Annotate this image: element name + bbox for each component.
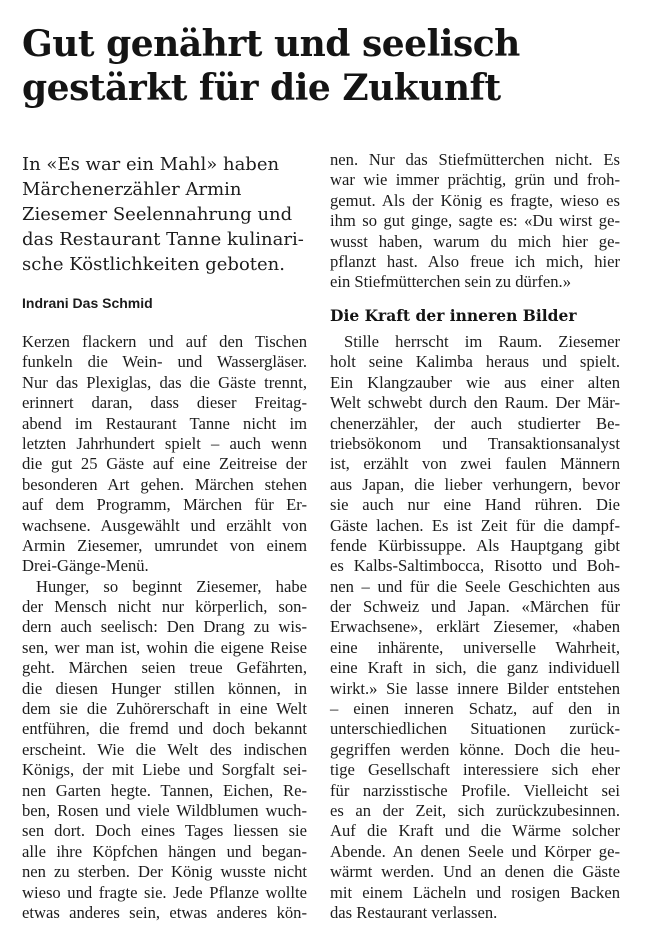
lead-line: Märchenerzähler Armin — [22, 179, 242, 200]
text-line: ben, Rosen und viele Wildblumen wuch- — [22, 800, 307, 820]
text-line: gegriffen werden könne. Doch die heu- — [330, 739, 620, 759]
text-line: mit einem Lächeln und rosigen Backen — [330, 882, 620, 902]
text-line: Abende. An denen Seele und Körper ge- — [330, 841, 620, 861]
text-line: Drei-Gänge-Menü. — [22, 556, 149, 576]
text-line: Hunger, so beginnt Ziesemer, habe — [36, 576, 307, 596]
text-line: der Mensch nicht nur körperlich, son- — [22, 597, 307, 617]
text-line: nen zu sterben. Der König wusste nicht — [22, 862, 307, 882]
text-line: ist, erzählt von zwei faulen Männern — [330, 454, 620, 474]
text-line: das Restaurant verlassen. — [330, 902, 498, 922]
text-line: Gäste lachen. Es ist Zeit für die dampf- — [330, 515, 620, 535]
text-line: wusst haben, warum du mich hier ge- — [330, 231, 620, 251]
text-line: sen, wer man ist, wohin die eigene Reise — [22, 637, 307, 657]
text-line: nen – und für die Seele Geschichten aus — [330, 576, 620, 596]
text-line: geht. Märchen seien treue Gefährten, — [22, 658, 307, 678]
text-line: Armin Ziesemer, umrundet von einem — [22, 535, 307, 555]
text-line: – einen inneren Schatz, auf den in — [330, 699, 620, 719]
text-line: es an der Zeit, sich zurückzubesinnen. — [330, 800, 620, 820]
lead-line: Ziesemer Seelennahrung und — [22, 204, 293, 225]
text-line: ein Stiefmütterchen sein zu dürfen.» — [330, 272, 571, 292]
lead-line: das Restaurant Tanne kulinari- — [22, 229, 304, 250]
text-line: Auf die Kraft und die Wärme solcher — [330, 821, 620, 841]
lead-line: sche Köstlichkeiten geboten. — [22, 254, 285, 275]
section-subhead: Die Kraft der inneren Bilder — [330, 306, 577, 325]
text-line: Erwachsene», erklärt Ziesemer, «haben — [330, 617, 620, 637]
text-line: wärmt werden. Und an denen die Gäste — [330, 862, 620, 882]
text-line: Ein Klangzauber wie aus einer alten — [330, 372, 620, 392]
text-line: fende Kürbissuppe. Als Hauptgang gibt — [330, 535, 620, 555]
text-line: erscheint. Wie die Welt des indischen — [22, 739, 307, 759]
text-line: Kerzen flackern und auf den Tischen — [22, 332, 307, 351]
text-line: wachsene. Ausgewählt und erzählt von — [22, 515, 307, 535]
text-line: Königs, der mit Liebe und Sorgfalt sei- — [22, 760, 307, 780]
text-line: es Kalbs-Saltimbocca, Risotto und Boh- — [330, 556, 620, 576]
text-line: funkeln die Wein- und Wassergläser. — [22, 352, 307, 372]
text-line: etwas anderes sein, etwas anderes kön- — [22, 902, 307, 922]
text-line: wirkt.» Sie lasse innere Bilder entstehen — [330, 678, 620, 698]
text-line: besonderen Art gehen. Märchen stehen — [22, 474, 307, 494]
text-line: nen Garten hegte. Tannen, Eichen, Re- — [22, 780, 307, 800]
text-line: alle ihre Köpfchen hängen und began- — [22, 841, 307, 861]
text-line: aus Japan, die lieber verhungern, bevor — [330, 474, 620, 494]
headline-line: Gut genährt und seelisch — [22, 23, 520, 65]
text-line: Stille herrscht im Raum. Ziesemer — [344, 332, 620, 351]
text-line: die diesen Hunger stillen können, in — [22, 678, 307, 698]
article-headline — [22, 22, 622, 110]
text-line: Welt schwebt durch den Raum. Der Mär- — [330, 393, 620, 413]
text-line: der Schweiz und Japan. «Märchen für — [330, 597, 620, 617]
body-column-right-top — [330, 150, 620, 293]
text-line: holt seine Kalimba heraus und spielt. — [330, 352, 620, 372]
text-line: tige Gesellschaft interessiere sich eher — [330, 760, 620, 780]
text-line: erinnert daran, dass dieser Freitag- — [22, 393, 307, 413]
text-line: eine inhärente, universelle Wahrheit, — [330, 637, 620, 657]
text-line: abend im Restaurant Tanne nicht im — [22, 413, 307, 433]
text-line: ihm so gut ginge, sagte es: «Du wirst ge- — [330, 211, 620, 231]
body-column-right — [330, 332, 620, 923]
text-line: letzten Jahrhundert spielt – auch wenn — [22, 433, 307, 453]
text-line: Nur das Plexiglas, das die Gäste trennt, — [22, 372, 307, 392]
lead-line: In «Es war ein Mahl» haben — [22, 154, 280, 175]
text-line: wieso und fragte sie. Jede Pflanze wollte — [22, 882, 307, 902]
author-byline: Indrani Das Schmid — [22, 295, 153, 311]
text-line: sie auch nur eine Hand rühren. Die — [330, 495, 620, 515]
text-line: gemut. Als der König es fragte, wieso es — [330, 190, 620, 210]
text-line: pflanzt hast. Also freue ich mich, hier — [330, 251, 620, 271]
text-line: auf dem Programm, Märchen für Er- — [22, 495, 307, 515]
text-line: für narzisstische Profile. Vielleicht sei — [330, 780, 620, 800]
text-line: war wie immer prächtig, grün und froh- — [330, 170, 620, 190]
text-line: nen. Nur das Stiefmütterchen nicht. Es — [330, 150, 620, 169]
text-line: unterschiedlichen Situationen zurück- — [330, 719, 620, 739]
text-line: sen dort. Doch eines Tages liessen sie — [22, 821, 307, 841]
text-line: triebsökonom und Transaktionsanalyst — [330, 433, 620, 453]
text-line: dern auch seelisch: Den Drang zu wis- — [22, 617, 307, 637]
text-line: chenerzähler, der auch studierter Be- — [330, 413, 620, 433]
headline-line: gestärkt für die Zukunft — [22, 67, 501, 109]
text-line: eine Kraft in sich, die ganz individuell — [330, 658, 620, 678]
text-line: die gut 25 Gäste auf eine Zeitreise der — [22, 454, 307, 474]
body-column-left — [22, 332, 307, 923]
text-line: entführen, die fremd und doch bekannt — [22, 719, 307, 739]
article-lead — [22, 152, 307, 277]
text-line: dem sie die Zuhörerschaft in eine Welt — [22, 699, 307, 719]
